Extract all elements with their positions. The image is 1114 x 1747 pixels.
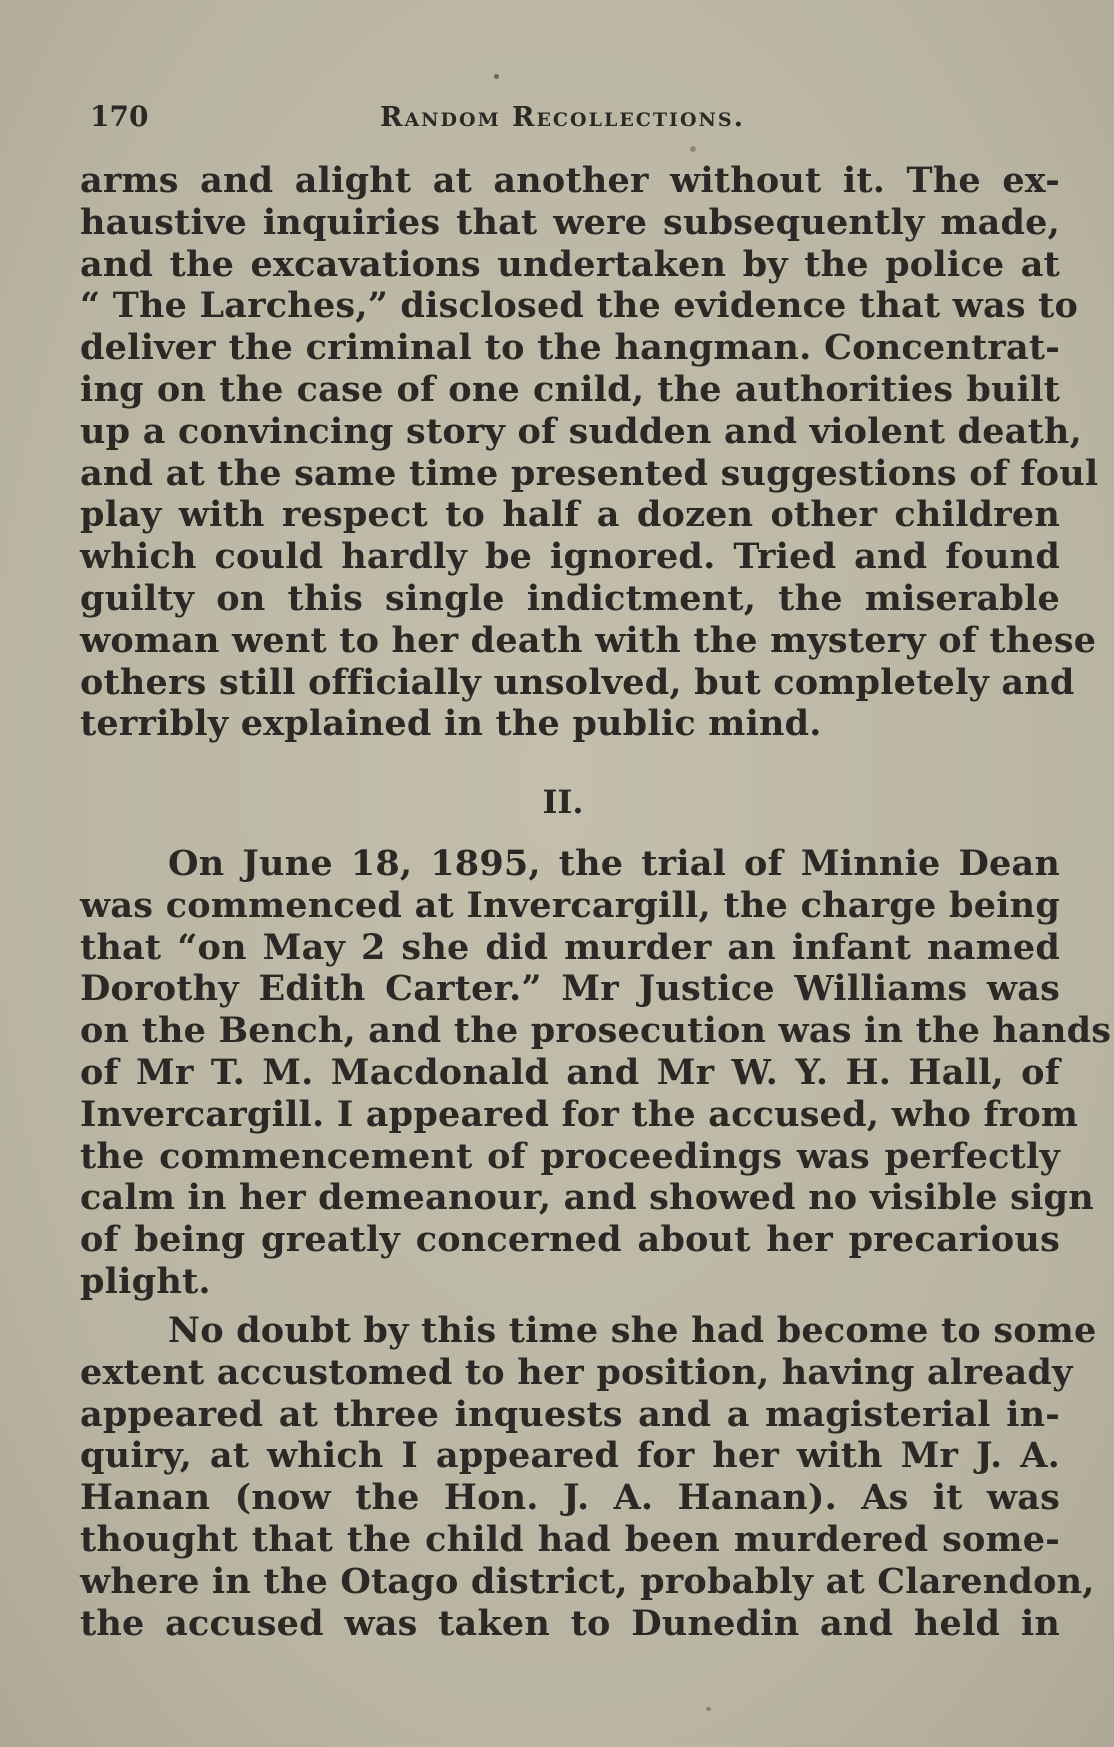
- text-line: was commenced at Invercargill, the charge being: [80, 884, 1060, 926]
- text-line: woman went to her death with the mystery of these: [80, 619, 1097, 661]
- text-line: plight.: [80, 1260, 211, 1302]
- text-line: appeared at three inquests and a magisterial in-: [80, 1393, 1060, 1435]
- paper-speck: [494, 74, 499, 79]
- text-line: thought that the child had been murdered some-: [80, 1518, 1060, 1560]
- text-line: the commencement of proceedings was perfectly: [80, 1135, 1060, 1177]
- text-line: “ The Larches,” disclosed the evidence that was to: [80, 285, 1079, 327]
- text-line: calm in her demeanour, and showed no visible sign: [80, 1177, 1094, 1219]
- text-line: and at the same time presented suggestions of foul: [80, 452, 1099, 494]
- paragraph: [80, 1310, 1097, 1644]
- page-header: [90, 100, 1060, 144]
- text-line: of being greatly concerned about her precarious: [80, 1219, 1060, 1261]
- text-line: others still officially unsolved, but completely and: [80, 661, 1075, 703]
- text-line: On June 18, 1895, the trial of Minnie Dean: [168, 843, 1060, 884]
- text-line: guilty on this single indictment, the miserable: [80, 577, 1060, 619]
- text-line: arms and alight at another without it. The ex-: [80, 160, 1060, 201]
- text-line: the accused was taken to Dunedin and held in: [80, 1602, 1060, 1644]
- paper-speck: [690, 146, 696, 152]
- paragraph: [80, 843, 1112, 1303]
- text-line: deliver the criminal to the hangman. Concentrat-: [80, 327, 1060, 369]
- paragraph: [80, 160, 1099, 745]
- paper-speck: [706, 1707, 711, 1711]
- text-line: Invercargill. I appeared for the accused, who from: [80, 1093, 1079, 1135]
- text-line: and the excavations undertaken by the police at: [80, 243, 1060, 285]
- text-line: ing on the case of one cnild, the authorities built: [80, 368, 1060, 410]
- text-line: on the Bench, and the prosecution was in the hands: [80, 1010, 1112, 1052]
- text-line: No doubt by this time she had become to some: [168, 1310, 1097, 1351]
- text-line: which could hardly be ignored. Tried and found: [80, 536, 1060, 578]
- text-line: where in the Otago district, probably at Clarendon,: [80, 1560, 1095, 1602]
- text-line: Hanan (now the Hon. J. A. Hanan). As it was: [80, 1477, 1060, 1519]
- text-line: Dorothy Edith Carter.” Mr Justice Williams was: [80, 968, 1060, 1010]
- text-line: of Mr T. M. Macdonald and Mr W. Y. H. Hall, of: [80, 1051, 1060, 1093]
- text-line: that “on May 2 she did murder an infant named: [80, 926, 1060, 968]
- text-line: up a convincing story of sudden and violent death,: [80, 410, 1082, 452]
- text-line: terribly explained in the public mind.: [80, 703, 822, 745]
- page-number: 170: [90, 100, 149, 133]
- text-line: extent accustomed to her position, having already: [80, 1351, 1073, 1393]
- text-line: haustive inquiries that were subsequently made,: [80, 201, 1060, 243]
- text-line: quiry, at which I appeared for her with Mr J. A.: [80, 1435, 1060, 1477]
- running-title: Random Recollections.: [380, 102, 745, 133]
- section-heading: II.: [542, 783, 584, 821]
- text-line: play with respect to half a dozen other children: [80, 494, 1060, 536]
